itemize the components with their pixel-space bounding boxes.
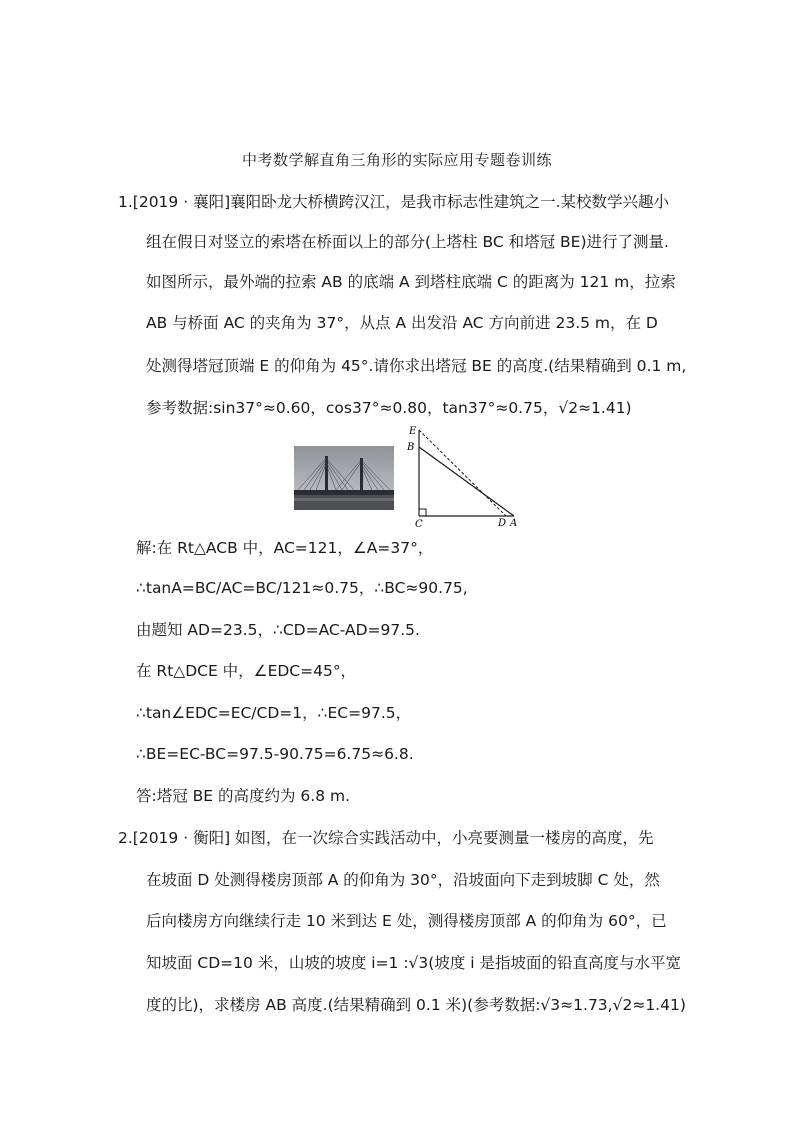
label-e: E [409,426,417,437]
q1-answer: 答:塔冠 BE 的高度约为 6.8 m. [136,787,351,805]
q1-solution-line-5: ∴tan∠EDC=EC/CD=1，∴EC=97.5， [136,704,412,722]
q1-solution-line-2: ∴tanA=BC/AC=BC/121≈0.75，∴BC≈90.75, [136,579,468,597]
q2-line-2: 在坡面 D 处测得楼房顶部 A 的仰角为 30°，沿坡面向下走到坡脚 C 处，然 [146,871,660,889]
q1-line-3: 如图所示，最外端的拉索 AB 的底端 A 到塔柱底端 C 的距离为 121 m，拉索 [146,273,676,291]
page-title: 中考数学解直角三角形的实际应用专题卷训练 [241,151,552,169]
q1-line-2: 组在假日对竖立的索塔在桥面以上的部分(上塔柱 BC 和塔冠 BE)进行了测量. [146,233,669,251]
q2-line-4: 知坡面 CD=10 米，山坡的坡度 i=1 :√3(坡度 i 是指坡面的铅直高度与水平宽 [146,954,682,972]
triangle-diagram [402,423,532,529]
label-a: A [510,518,518,529]
bridge-photo [294,446,394,510]
q1-line-6: 参考数据:sin37°≈0.60，cos37°≈0.80，tan37°≈0.75，√2≈1.41) [146,399,632,417]
q2-line-1: 2.[2019 · 衡阳] 如图，在一次综合实践活动中，小亮要测量一楼房的高度，先 [118,829,654,847]
q1-line-4: AB 与桥面 AC 的夹角为 37°，从点 A 出发沿 AC 方向前进 23.5 m，在 D [146,314,658,332]
label-d: D [498,518,507,529]
q1-line-5: 处测得塔冠顶端 E 的仰角为 45°.请你求出塔冠 BE 的高度.(结果精确到 0.1 m, [146,357,687,375]
label-c: C [415,519,423,529]
q1-solution-line-6: ∴BE=EC-BC=97.5-90.75=6.75≈6.8. [136,745,414,763]
q1-solution-line-4: 在 Rt△DCE 中，∠EDC=45°， [136,662,357,680]
q1-line-1: 1.[2019 · 襄阳]襄阳卧龙大桥横跨汉江，是我市标志性建筑之一.某校数学兴趣小 [118,193,670,211]
label-b: B [407,442,415,453]
q2-line-3: 后向楼房方向继续行走 10 米到达 E 处，测得楼房顶部 A 的仰角为 60°，已 [146,912,667,930]
q1-solution-line-3: 由题知 AD=23.5，∴CD=AC-AD=97.5. [136,621,420,639]
q2-line-5: 度的比)，求楼房 AB 高度.(结果精确到 0.1 米)(参考数据:√3≈1.73,√2≈1.41) [146,996,686,1014]
q1-solution-line-1: 解:在 Rt△ACB 中，AC=121，∠A=37°， [136,539,434,557]
